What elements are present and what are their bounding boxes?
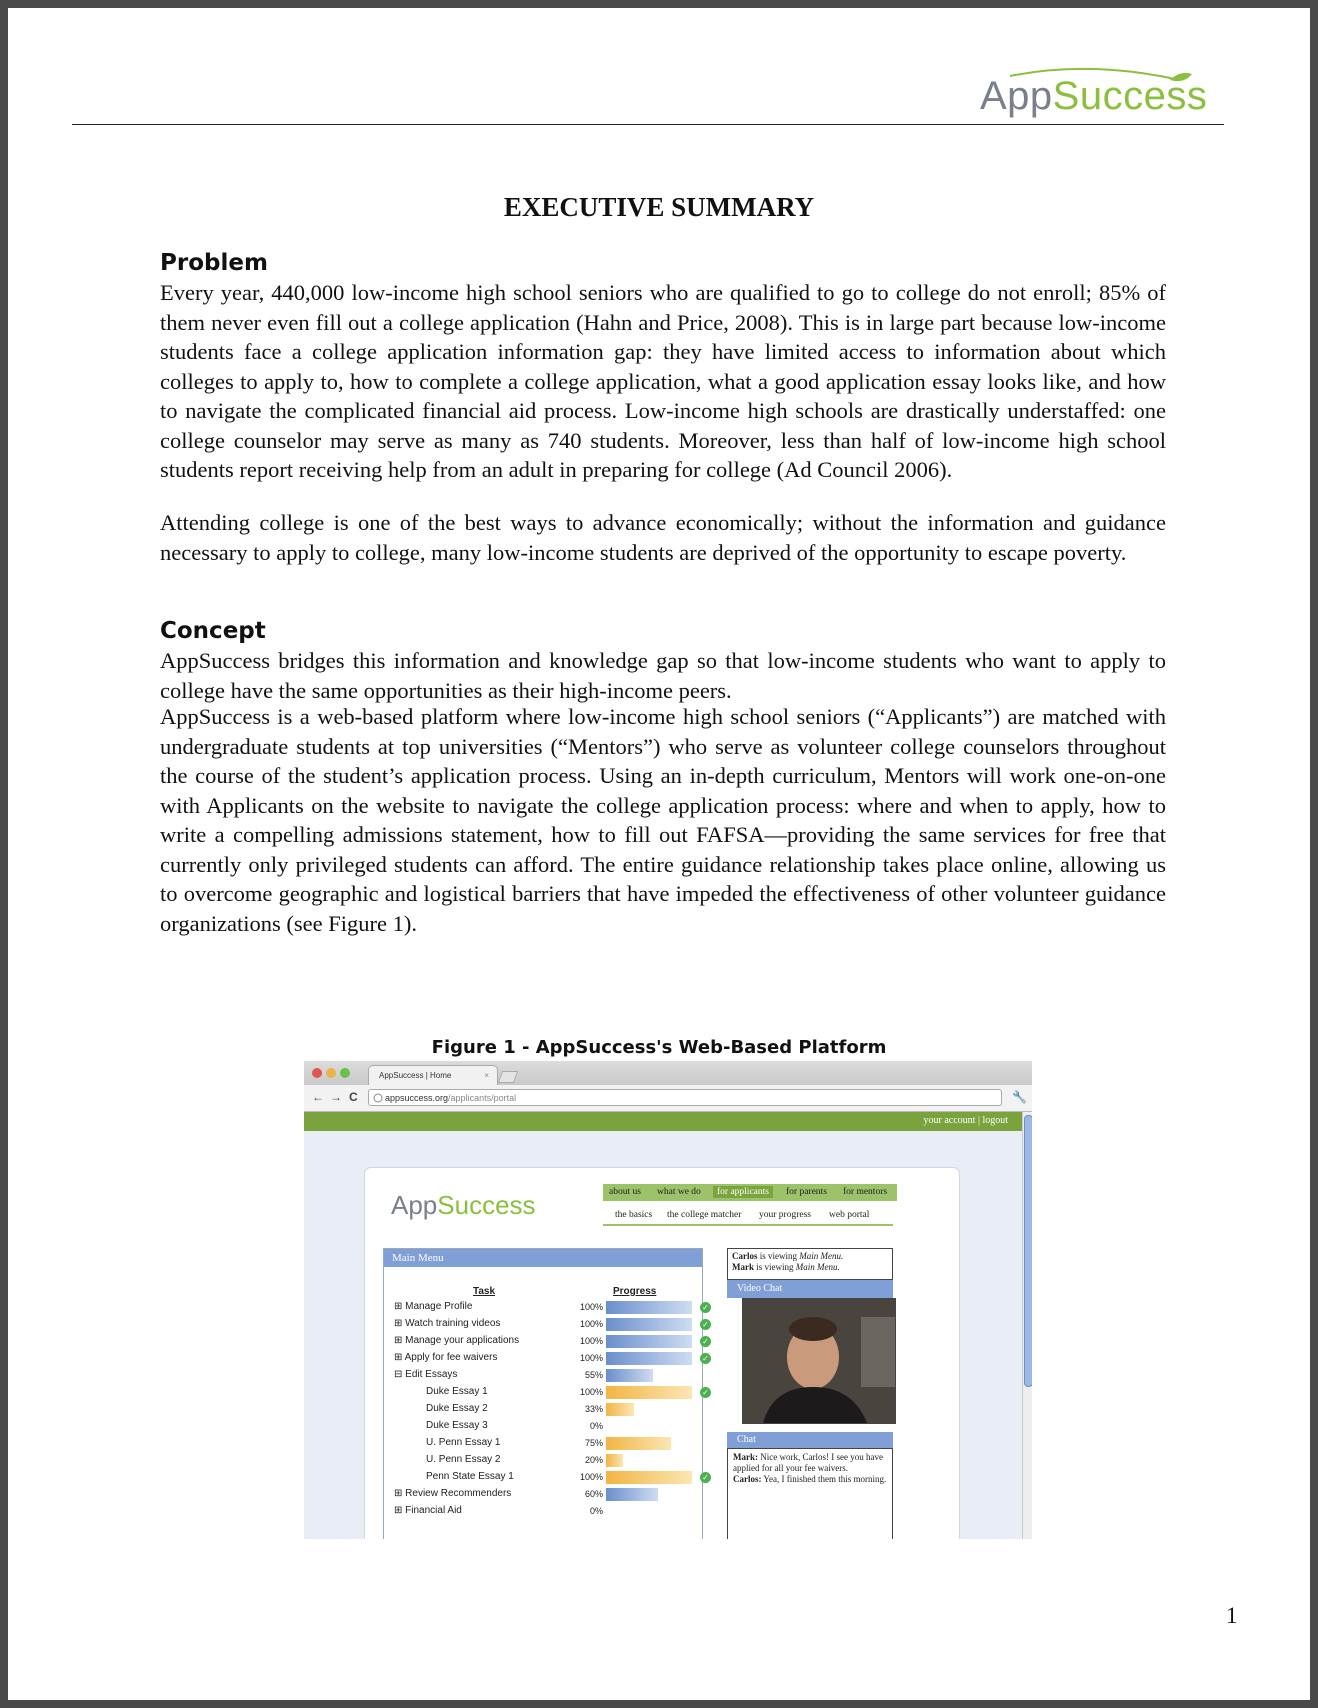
complete-check-icon: ✓ [700,1302,711,1313]
progress-percent: 100% [579,1387,603,1397]
forward-icon[interactable]: → [330,1090,342,1104]
secondary-nav [603,1207,893,1226]
portal-card [364,1167,960,1539]
section-heading-problem: Problem [160,250,268,276]
globe-icon [373,1093,383,1103]
subnav-the-basics[interactable]: the basics [615,1210,653,1220]
chat-log [727,1448,893,1539]
chat-message [733,1452,887,1474]
progress-percent: 100% [579,1472,603,1482]
progress-percent: 0% [589,1421,603,1431]
status-page: Main Menu. [795,1262,840,1272]
chat-title: Chat [727,1432,893,1448]
logo-text-app: App [980,74,1053,118]
progress-bar [606,1301,692,1314]
wrench-icon[interactable]: 🔧 [1012,1090,1027,1104]
complete-check-icon: ✓ [700,1353,711,1364]
progress-bar [606,1403,634,1416]
browser-tab-bar [304,1061,1032,1086]
progress-percent: 100% [579,1319,603,1329]
status-line [732,1251,888,1262]
progress-bar [606,1369,653,1382]
task-label[interactable]: U. Penn Essay 1 [426,1437,501,1448]
task-label[interactable]: ⊞ Watch training videos [394,1318,501,1329]
paragraph-problem-1: Every year, 440,000 low-income high school seniors who are qualified to go to college do not enroll; 85% of them never even fill out a college application (Hahn and Price, 2008). This is in large part because low-income students face a college application information gap: they have limited access to information about which colleges to apply to, how to complete a college application, what a good application essay looks like, and how to navigate the complicated financial aid process. Low-income high schools are drastically understaffed: one college counselor may serve as many as 740 students. Moreover, less than half of low-income high school students report receiving help from an adult in preparing for college (Ad Council 2006). [160,280,1166,482]
chat-sender: Carlos: [733,1474,762,1484]
progress-percent: 55% [584,1370,603,1380]
task-label[interactable]: ⊞ Financial Aid [394,1505,462,1516]
task-label[interactable]: Duke Essay 1 [426,1386,488,1397]
status-text: is viewing [757,1251,800,1261]
progress-bar [606,1335,692,1348]
minimize-window-icon[interactable] [326,1068,336,1078]
logo-wordmark [980,74,1207,119]
nav-about-us[interactable]: about us [609,1187,641,1197]
status-user: Carlos [732,1251,758,1261]
progress-bar [606,1318,692,1331]
paragraph-concept-1: AppSuccess bridges this information and knowledge gap so that low-income students who want to apply to college have the same opportunities as their high-income peers. [160,648,1166,703]
figure-caption: Figure 1 - AppSuccess's Web-Based Platform [431,1037,887,1058]
browser-tab[interactable] [368,1065,498,1085]
progress-percent: 20% [584,1455,603,1465]
browser-nav-bar [304,1085,1032,1112]
task-label[interactable]: U. Penn Essay 2 [426,1454,501,1465]
logo-text-success: Success [1052,74,1208,118]
progress-bar [606,1454,623,1467]
subnav-college-matcher[interactable]: the college matcher [667,1210,742,1220]
scrollbar-thumb[interactable] [1024,1115,1032,1387]
status-text: is viewing [754,1262,796,1272]
task-label[interactable]: Duke Essay 3 [426,1420,488,1431]
tab-title: AppSuccess | Home [379,1071,452,1080]
chat-text: Yea, I finished them this morning. [761,1474,887,1484]
task-label[interactable]: ⊞ Apply for fee waivers [394,1352,498,1363]
url-host: appsuccess.org [385,1093,449,1103]
progress-percent: 33% [584,1404,603,1414]
page-number: 1 [1226,1603,1238,1628]
video-chat-feed[interactable] [742,1298,896,1424]
progress-percent: 100% [579,1336,603,1346]
tab-close-icon[interactable]: × [484,1071,489,1080]
reload-icon[interactable]: C [349,1090,358,1104]
section-heading-concept: Concept [160,618,266,644]
presence-status [727,1248,893,1280]
paragraph-problem-2: Attending college is one of the best ways to advance economically; without the information and guidance necessary to apply to college, many low-income students are deprived of the opportunity to escape poverty. [160,510,1166,565]
nav-what-we-do[interactable]: what we do [657,1187,701,1197]
site-logo-app: App [391,1190,438,1220]
subnav-your-progress[interactable]: your progress [759,1210,811,1220]
document-page [8,8,1310,1700]
progress-bar [606,1471,692,1484]
progress-percent: 100% [579,1353,603,1363]
site-logo-success: Success [437,1190,536,1220]
figure-screenshot [304,1061,1032,1539]
close-window-icon[interactable] [312,1068,322,1078]
complete-check-icon: ✓ [700,1472,711,1483]
nav-for-applicants[interactable]: for applicants [713,1186,773,1198]
subnav-web-portal[interactable]: web portal [829,1210,870,1220]
progress-column-header: Progress [613,1286,657,1297]
primary-nav [603,1184,897,1201]
complete-check-icon: ✓ [700,1319,711,1330]
task-column-header: Task [473,1286,496,1297]
document-title: EXECUTIVE SUMMARY [503,192,815,222]
progress-bar [606,1488,658,1501]
chat-message [733,1474,887,1485]
account-links[interactable]: your account | logout [923,1115,1008,1126]
task-label[interactable]: ⊞ Review Recommenders [394,1488,512,1499]
new-tab-button[interactable] [498,1071,518,1083]
status-page: Main Menu. [799,1251,844,1261]
header-rule [72,124,1224,125]
progress-percent: 60% [584,1489,603,1499]
progress-bar [606,1352,692,1365]
chat-text: Nice work, Carlos! I see you have applied for all your fee waivers. [733,1452,883,1473]
url-path: /applicants/portal [448,1093,517,1103]
complete-check-icon: ✓ [700,1336,711,1347]
paragraph-concept-2: AppSuccess is a web-based platform where low-income high school seniors (“Applicants”) are matched with undergraduate students at top universities (“Mentors”) who serve as volunteer college counselors throughout the course of the student’s application process. Using an in-depth curriculum, Mentors will work one-on-one with Applicants on the website to navigate the college application process: where and when to apply, how to write a compelling admissions statement, how to fill out FAFSA—providing the same services for free that currently only privileged students can afford. The entire guidance relationship takes place online, allowing us to overcome geographic and logistical barriers that have impeded the effectiveness of other volunteer guidance organizations (see Figure 1). [160,704,1166,936]
chat-sender: Mark: [733,1452,758,1462]
nav-for-parents[interactable]: for parents [786,1187,827,1197]
scrollbar[interactable] [1022,1112,1032,1539]
main-menu-title: Main Menu [384,1249,702,1267]
webcam-person-image [743,1299,895,1423]
complete-check-icon: ✓ [700,1387,711,1398]
progress-bar [606,1386,692,1399]
task-label[interactable]: ⊞ Manage Profile [394,1301,473,1312]
progress-percent: 100% [579,1302,603,1312]
appsuccess-logo [970,66,1210,126]
maximize-window-icon[interactable] [340,1068,350,1078]
progress-percent: 75% [584,1438,603,1448]
site-logo[interactable] [391,1190,536,1221]
address-bar[interactable] [368,1089,1002,1106]
nav-for-mentors[interactable]: for mentors [843,1187,888,1197]
site-top-bar [304,1112,1022,1131]
task-label[interactable]: Duke Essay 2 [426,1403,488,1414]
progress-bar [606,1437,671,1450]
video-chat-title: Video Chat [727,1280,893,1298]
status-user: Mark [732,1262,754,1272]
task-label[interactable]: ⊞ Manage your applications [394,1335,520,1346]
main-menu-panel [383,1248,709,1539]
back-icon[interactable]: ← [312,1090,324,1104]
task-label[interactable]: ⊟ Edit Essays [394,1369,458,1380]
status-line [732,1262,888,1273]
task-label[interactable]: Penn State Essay 1 [426,1471,514,1482]
progress-percent: 0% [589,1506,603,1516]
